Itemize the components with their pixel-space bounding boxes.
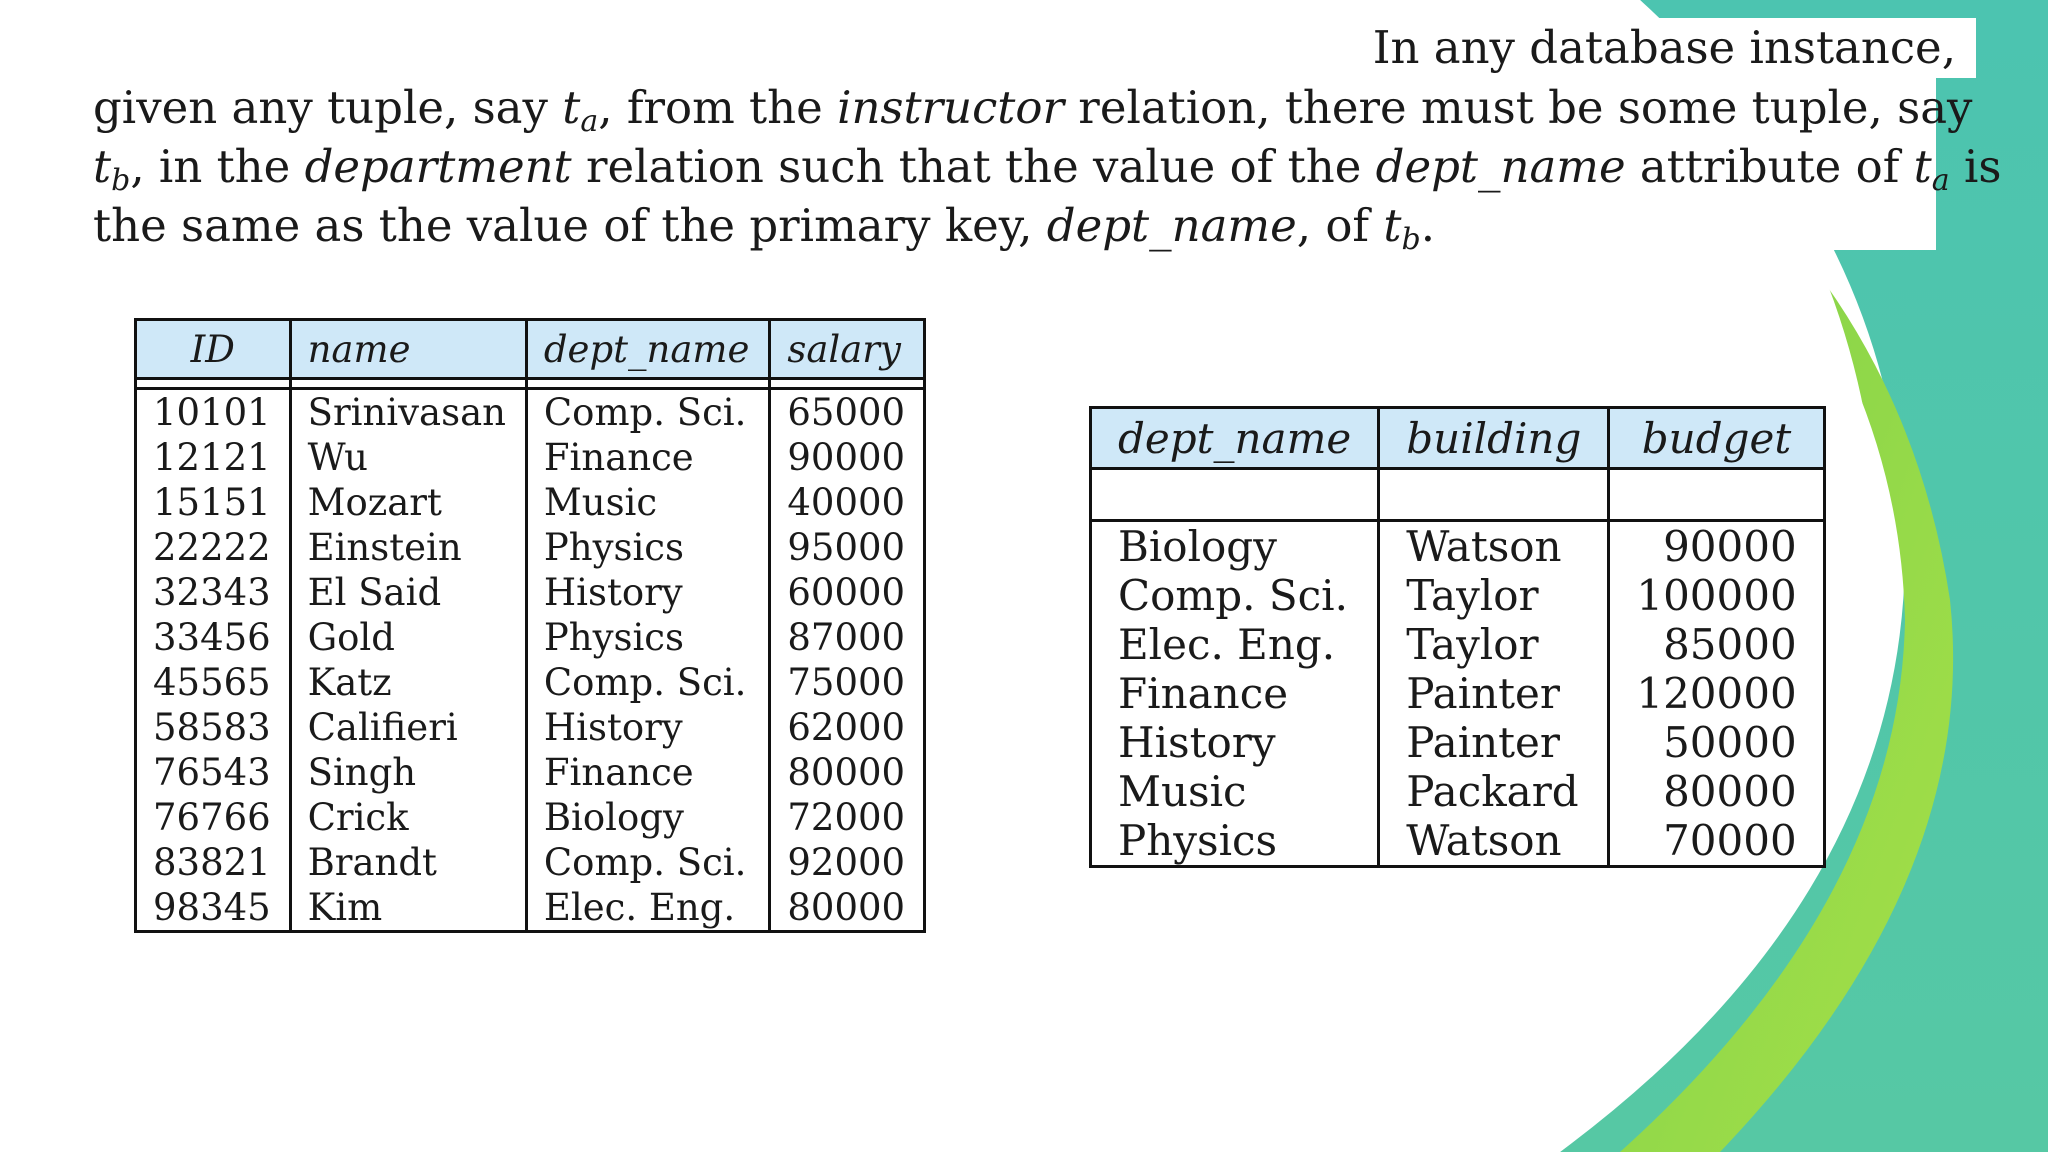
instructor-cell: 60000	[770, 570, 925, 615]
instructor-row	[136, 570, 925, 615]
instructor-cell: 72000	[770, 795, 925, 840]
instructor-cell: El Said	[290, 570, 526, 615]
instructor-cell: Srinivasan	[290, 389, 526, 436]
instructor-cell: Physics	[526, 525, 770, 570]
instructor-cell: Finance	[526, 750, 770, 795]
department-cell: Taylor	[1379, 571, 1609, 620]
instructor-cell: 65000	[770, 389, 925, 436]
instructor-header-2: dept_name	[526, 320, 770, 379]
instructor-cell: 92000	[770, 840, 925, 885]
instructor-cell: Einstein	[290, 525, 526, 570]
instructor-cell: Katz	[290, 660, 526, 705]
department-row	[1091, 767, 1825, 816]
department-cell: 100000	[1609, 571, 1824, 620]
instructor-row	[136, 525, 925, 570]
paragraph-line-1: In any database instance,	[1300, 18, 1976, 78]
instructor-row	[136, 795, 925, 840]
instructor-row	[136, 885, 925, 932]
instructor-cell: 95000	[770, 525, 925, 570]
instructor-cell: 40000	[770, 480, 925, 525]
paragraph-line-3: $t_b$, in the department relation such that the value of the dept_name attribute of $t_a$ is	[93, 140, 2002, 198]
department-cell: Watson	[1379, 521, 1609, 572]
instructor-cell: 98345	[136, 885, 291, 932]
instructor-cell: 80000	[770, 885, 925, 932]
department-cell: 90000	[1609, 521, 1824, 572]
department-cell: Packard	[1379, 767, 1609, 816]
instructor-cell: 12121	[136, 435, 291, 480]
department-cell: Finance	[1091, 669, 1379, 718]
instructor-cell: Gold	[290, 615, 526, 660]
department-cell: 50000	[1609, 718, 1824, 767]
instructor-cell: Biology	[526, 795, 770, 840]
instructor-header-1: name	[290, 320, 526, 379]
instructor-cell: Califieri	[290, 705, 526, 750]
department-cell: Painter	[1379, 718, 1609, 767]
instructor-cell: 10101	[136, 389, 291, 436]
department-cell: History	[1091, 718, 1379, 767]
instructor-cell: Comp. Sci.	[526, 389, 770, 436]
instructor-row	[136, 389, 925, 436]
instructor-cell: Singh	[290, 750, 526, 795]
instructor-cell: Elec. Eng.	[526, 885, 770, 932]
department-cell: Painter	[1379, 669, 1609, 718]
instructor-row	[136, 480, 925, 525]
department-header-1: building	[1379, 408, 1609, 469]
paragraph-line-2: given any tuple, say $t_a$, from the instructor relation, there must be some tuple, say	[93, 81, 1973, 139]
instructor-cell: History	[526, 570, 770, 615]
instructor-header-0: ID	[136, 320, 291, 379]
instructor-cell: 76543	[136, 750, 291, 795]
instructor-cell: Finance	[526, 435, 770, 480]
instructor-cell: Mozart	[290, 480, 526, 525]
department-header-2: budget	[1609, 408, 1824, 469]
instructor-cell: Music	[526, 480, 770, 525]
department-cell: 70000	[1609, 816, 1824, 867]
department-cell: Physics	[1091, 816, 1379, 867]
department-row	[1091, 521, 1825, 572]
department-cell: Biology	[1091, 521, 1379, 572]
instructor-cell: 32343	[136, 570, 291, 615]
instructor-row	[136, 840, 925, 885]
department-cell: 85000	[1609, 620, 1824, 669]
department-row	[1091, 816, 1825, 867]
department-row	[1091, 571, 1825, 620]
instructor-cell: Kim	[290, 885, 526, 932]
department-row	[1091, 718, 1825, 767]
instructor-cell: Wu	[290, 435, 526, 480]
department-cell: 80000	[1609, 767, 1824, 816]
department-cell: Watson	[1379, 816, 1609, 867]
instructor-cell: 22222	[136, 525, 291, 570]
instructor-cell: 87000	[770, 615, 925, 660]
department-cell: Music	[1091, 767, 1379, 816]
instructor-cell: Brandt	[290, 840, 526, 885]
instructor-cell: 33456	[136, 615, 291, 660]
instructor-cell: 90000	[770, 435, 925, 480]
department-cell: 120000	[1609, 669, 1824, 718]
instructor-row	[136, 750, 925, 795]
instructor-cell: Crick	[290, 795, 526, 840]
paragraph-body	[93, 78, 2002, 257]
department-cell: Comp. Sci.	[1091, 571, 1379, 620]
instructor-cell: 80000	[770, 750, 925, 795]
instructor-cell: 83821	[136, 840, 291, 885]
paragraph-line-4: the same as the value of the primary key, dept_name, of $t_b$.	[93, 199, 1436, 257]
instructor-row	[136, 435, 925, 480]
instructor-cell: Comp. Sci.	[526, 840, 770, 885]
department-cell: Elec. Eng.	[1091, 620, 1379, 669]
instructor-row	[136, 660, 925, 705]
department-row	[1091, 620, 1825, 669]
instructor-row	[136, 615, 925, 660]
department-header-0: dept_name	[1091, 408, 1379, 469]
instructor-cell: 45565	[136, 660, 291, 705]
department-row	[1091, 669, 1825, 718]
instructor-cell: History	[526, 705, 770, 750]
instructor-cell: 75000	[770, 660, 925, 705]
instructor-table	[134, 318, 926, 933]
instructor-cell: 58583	[136, 705, 291, 750]
department-table	[1089, 406, 1826, 868]
department-cell: Taylor	[1379, 620, 1609, 669]
instructor-cell: 62000	[770, 705, 925, 750]
instructor-header-3: salary	[770, 320, 925, 379]
instructor-row	[136, 705, 925, 750]
instructor-cell: 15151	[136, 480, 291, 525]
instructor-cell: Physics	[526, 615, 770, 660]
instructor-cell: Comp. Sci.	[526, 660, 770, 705]
instructor-cell: 76766	[136, 795, 291, 840]
